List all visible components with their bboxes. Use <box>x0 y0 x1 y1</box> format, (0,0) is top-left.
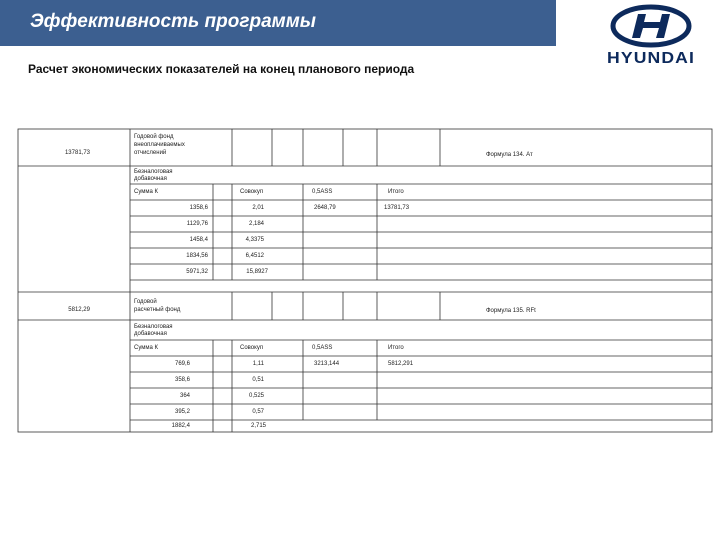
section1-row4-coef: 6,4512 <box>245 253 264 259</box>
section1-col-total: Итого <box>388 189 404 195</box>
section2-q-value: 3213,144 <box>314 361 340 367</box>
section1-col-sum: Сумма К <box>134 189 159 195</box>
section1-row5-coef: 15,8927 <box>246 269 268 275</box>
section1-row2-sum: 1129,76 <box>186 221 208 227</box>
subtitle: Расчет экономических показателей на конец планового периода <box>28 62 415 76</box>
section1-row1-sum: 1358,6 <box>189 205 208 211</box>
section1-col-coef: Совокуп <box>240 189 264 195</box>
section2-sub-line1: Безналоговая <box>134 324 173 330</box>
section2-col-coef: Совокуп <box>240 345 264 351</box>
section1-row3-coef: 4,3375 <box>245 237 264 243</box>
section1-name-line1: Годовой фонд <box>134 134 174 140</box>
section1-total-value: 13781,73 <box>384 205 410 211</box>
section2-row5-coef: 2,715 <box>250 423 266 429</box>
section2-name-line2: расчетный фонд <box>134 307 181 313</box>
section1-row5-sum: 5971,32 <box>186 269 208 275</box>
section2-sub-line2: добавочная <box>134 331 167 337</box>
section2-col-q: 0,5АSS <box>312 345 333 351</box>
section2-row1-coef: 1,11 <box>252 361 264 367</box>
brand-name: HYUNDAI <box>607 50 695 67</box>
page-title: Эффективность программы <box>30 11 317 32</box>
section2-row3-sum: 364 <box>179 393 190 399</box>
section1-name-line2: внеоплачиваемых <box>134 142 185 148</box>
section2-row4-coef: 0,57 <box>252 409 264 415</box>
section2-name-line1: Годовой <box>134 299 157 305</box>
section2-row2-coef: 0,51 <box>252 377 264 383</box>
section1-total: 13781,73 <box>64 150 90 156</box>
section2-row5-sum: 1882,4 <box>171 423 190 429</box>
section2-formula: Формула 135. RFt <box>486 308 536 314</box>
section1-sub-line2: добавочная <box>134 176 167 182</box>
section1-row4-sum: 1834,56 <box>186 253 208 259</box>
section1-row1-coef: 2,01 <box>252 205 264 211</box>
section1-row2-coef: 2,184 <box>248 221 264 227</box>
section2-row1-sum: 769,6 <box>174 361 190 367</box>
section2-total: 5812,29 <box>68 307 90 313</box>
section1-sub-line1: Безналоговая <box>134 169 173 175</box>
section1-col-q: 0,5АSS <box>312 189 333 195</box>
section1-q-value: 2648,79 <box>314 205 336 211</box>
section1-name-line3: отчислений <box>134 150 167 156</box>
section1-row3-sum: 1458,4 <box>189 237 208 243</box>
section2-row2-sum: 358,6 <box>174 377 190 383</box>
section2-col-sum: Сумма К <box>134 345 159 351</box>
section2-total-value: 5812,291 <box>388 361 414 367</box>
section2-row3-coef: 0,525 <box>248 393 264 399</box>
section2-row4-sum: 395,2 <box>174 409 190 415</box>
section1-formula: Формула 134. Ат <box>486 152 533 158</box>
section2-col-total: Итого <box>388 345 404 351</box>
